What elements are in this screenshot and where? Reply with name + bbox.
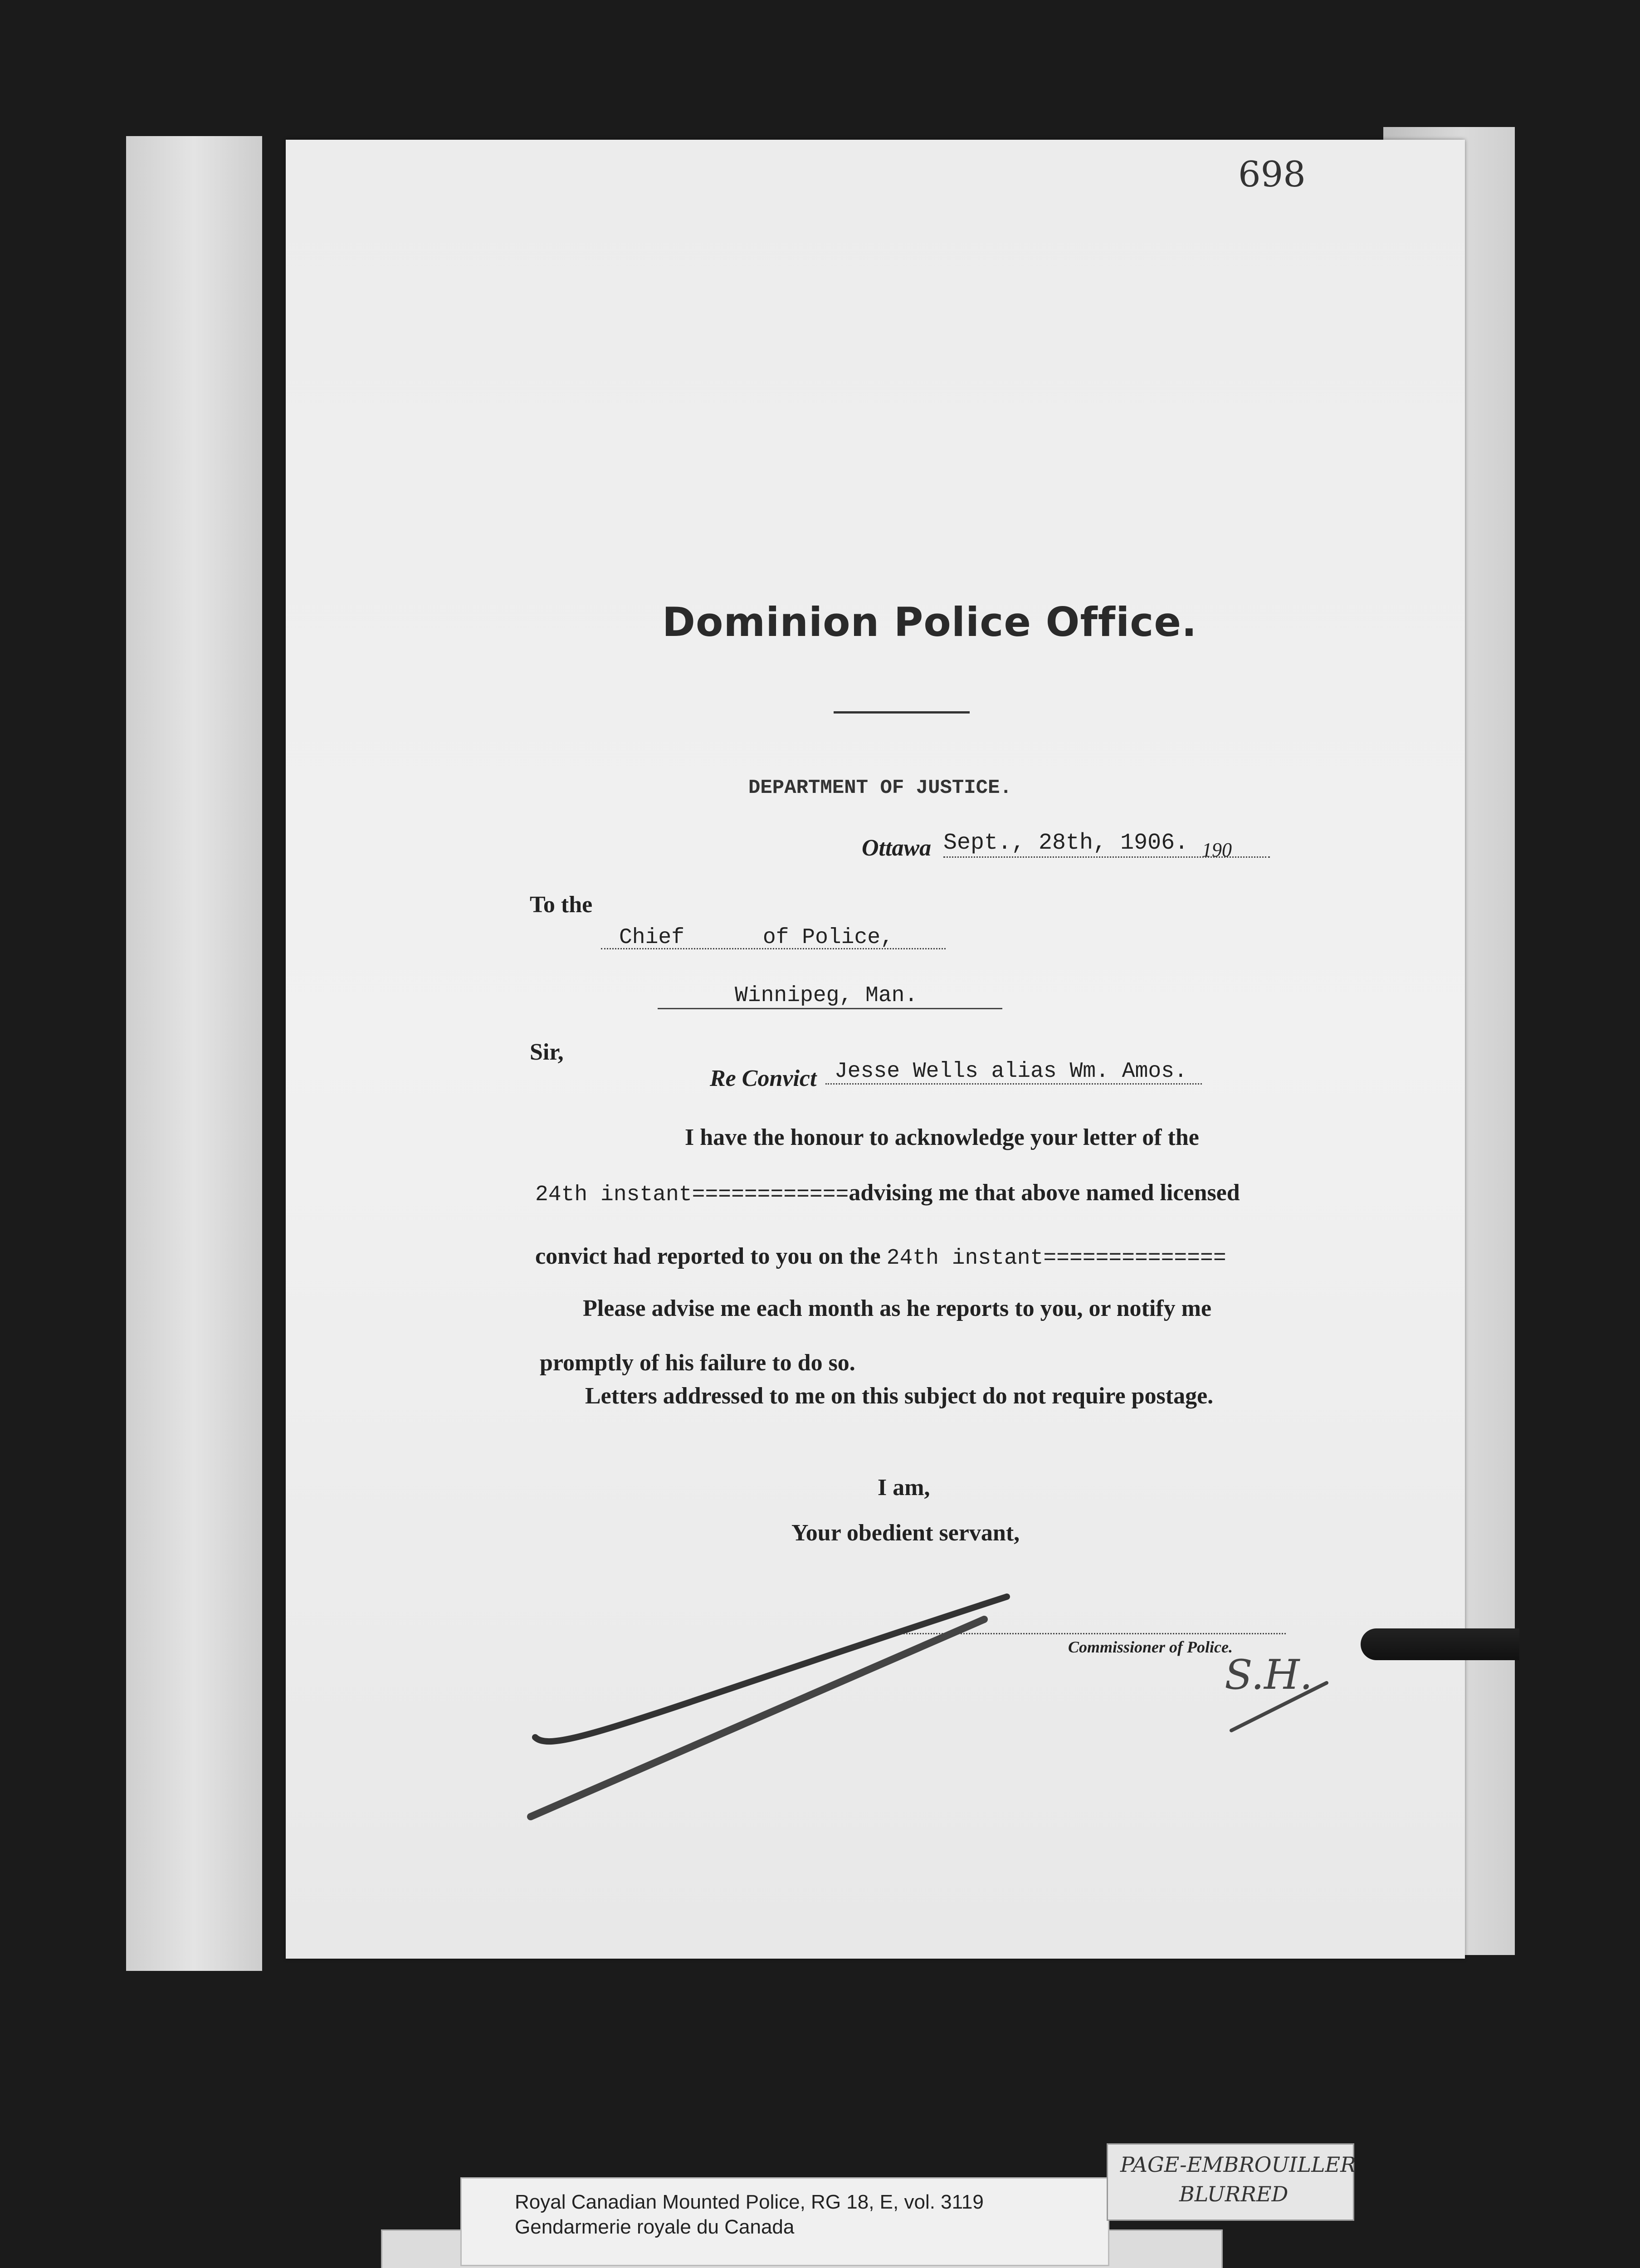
typed-date-1: 24th instant============ [535,1183,849,1207]
body-line-5: promptly of his failure to do so. [540,1350,855,1376]
year-prefix: 190 [1202,839,1232,861]
archive-reference-line-2: Gendarmerie royale du Canada [515,2216,795,2238]
addressee-line-2: Winnipeg, Man. [735,983,918,1008]
body-line-3-text: convict had reported to you on the [535,1243,887,1269]
addressee-line-1: Chief of Police, [619,925,893,950]
re-label: Re Convict [710,1066,817,1091]
document-title: Dominion Police Office. [662,599,1197,645]
body-line-4: Please advise me each month as he reports to you, or notify me [583,1295,1212,1321]
page-number: 698 [1238,154,1306,195]
letter-date: Sept., 28th, 1906. [943,830,1189,856]
signature-stroke-1 [535,1597,1007,1741]
signature-title: Commissioner of Police. [1068,1638,1233,1656]
handwritten-note-line-1: PAGE-EMBROUILLER [1120,2152,1356,2177]
department-heading: DEPARTMENT OF JUSTICE. [748,777,1012,799]
to-the-label: To the [530,892,593,918]
handwritten-note-line-2: BLURRED [1179,2182,1289,2206]
handwritten-initials: S.H. [1225,1651,1313,1699]
signature-stroke-2 [531,1619,984,1817]
typed-date-2: 24th instant============== [886,1246,1226,1271]
initials-underline [1231,1683,1327,1730]
pen-tip [1361,1628,1519,1660]
archive-reference-line-1: Royal Canadian Mounted Police, RG 18, E, vol. 3119 [515,2191,984,2213]
closing-i-am: I am, [878,1475,930,1501]
body-line-1: I have the honour to acknowledge your letter of the [685,1124,1199,1150]
place: Ottawa [862,835,932,861]
convict-name: Jesse Wells alias Wm. Amos. [835,1059,1187,1084]
salutation: Sir, [530,1039,564,1065]
body-line-2-text: advising me that above named licensed [849,1180,1240,1206]
body-line-6: Letters addressed to me on this subject do not require postage. [585,1383,1214,1409]
closing-servant: Your obedient servant, [791,1520,1020,1546]
